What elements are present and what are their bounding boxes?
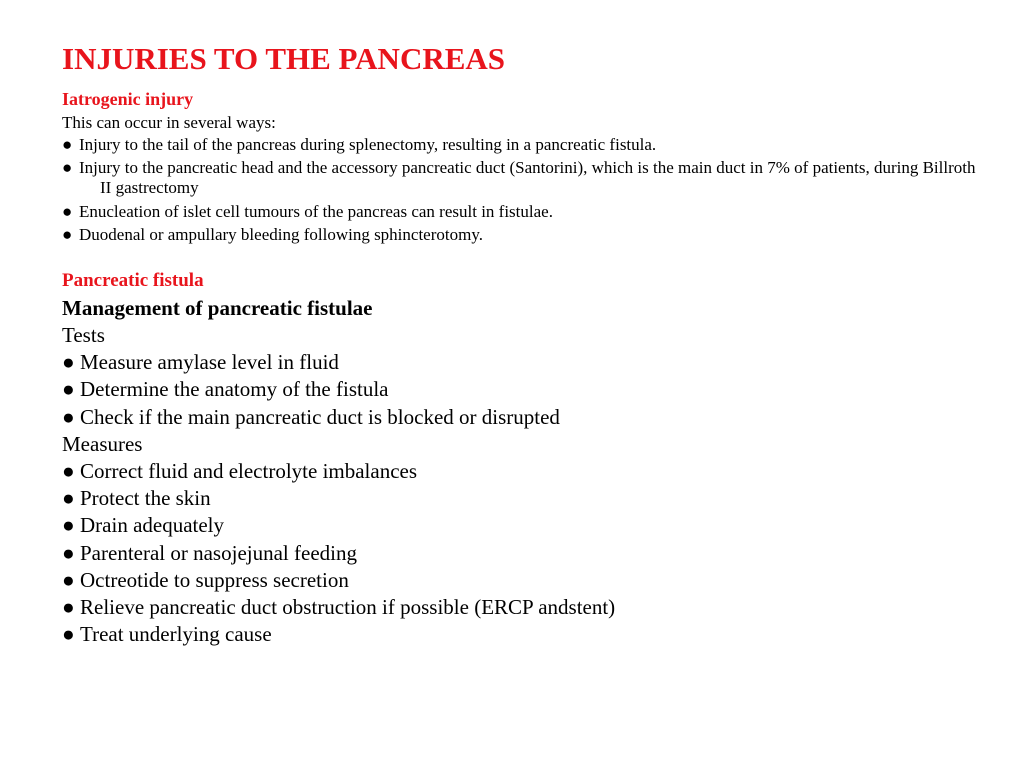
- list-item-text: Protect the skin: [80, 486, 211, 511]
- bullet-icon: ●: [62, 377, 75, 402]
- list-item-text: Treat underlying cause: [80, 622, 272, 647]
- list-item: [62, 158, 980, 198]
- bullet-icon: ●: [62, 201, 73, 221]
- list-item: [62, 567, 962, 594]
- list-item: [62, 458, 962, 485]
- tests-label: Tests: [62, 323, 105, 347]
- list-item: [62, 135, 980, 155]
- list-item: [62, 404, 962, 431]
- iatrogenic-intro: This can occur in several ways:: [62, 113, 276, 132]
- list-item-text: Relieve pancreatic duct obstruction if possible (ERCP andstent): [80, 595, 616, 620]
- bullet-icon: ●: [62, 513, 75, 538]
- page-title: INJURIES TO THE PANCREAS: [62, 41, 506, 76]
- list-item: [62, 512, 962, 539]
- fistula-section: [62, 268, 962, 648]
- measures-label: Measures: [62, 431, 143, 456]
- list-item-text: Correct fluid and electrolyte imbalances: [80, 459, 418, 484]
- iatrogenic-heading: Iatrogenic injury: [62, 89, 194, 109]
- slide: [62, 38, 976, 648]
- iatrogenic-section: [62, 87, 976, 245]
- bullet-icon: ●: [62, 486, 75, 511]
- bullet-icon: ●: [62, 595, 75, 620]
- bullet-icon: ●: [62, 134, 73, 154]
- bullet-icon: ●: [62, 404, 75, 429]
- list-item-text: Determine the anatomy of the fistula: [80, 377, 389, 402]
- list-item-text: Injury to the pancreatic head and the accessory pancreatic duct (Santorini), which is the main duct in 7% of patients, during Billroth II gastrectomy: [79, 158, 976, 197]
- list-item: [62, 540, 962, 567]
- fistula-heading: Pancreatic fistula: [62, 270, 204, 291]
- list-item-text: Drain adequately: [80, 513, 225, 538]
- bullet-icon: ●: [62, 350, 75, 375]
- list-item-text: Measure amylase level in fluid: [80, 350, 339, 375]
- list-item-text: Octreotide to suppress secretion: [80, 567, 349, 592]
- list-item: [62, 225, 980, 245]
- bullet-icon: ●: [62, 158, 73, 177]
- list-item-text: Enucleation of islet cell tumours of the pancreas can result in fistulae.: [79, 201, 553, 221]
- list-item-text: Parenteral or nasojejunal feeding: [80, 540, 357, 565]
- list-item: [62, 485, 962, 512]
- bullet-icon: ●: [62, 225, 73, 244]
- bullet-icon: ●: [62, 459, 75, 484]
- list-item-text: Duodenal or ampullary bleeding following sphincterotomy.: [79, 225, 483, 244]
- list-item-text: Injury to the tail of the pancreas during splenectomy, resulting in a pancreatic fistula.: [79, 134, 657, 154]
- list-item: [62, 594, 962, 621]
- bullet-icon: ●: [62, 567, 75, 592]
- list-item-text: Check if the main pancreatic duct is blocked or disrupted: [80, 404, 560, 429]
- list-item: [62, 621, 962, 648]
- list-item: [62, 376, 962, 403]
- list-item: [62, 349, 962, 376]
- list-item: [62, 202, 980, 222]
- bullet-icon: ●: [62, 540, 75, 565]
- management-heading: Management of pancreatic fistulae: [62, 296, 373, 320]
- bullet-icon: ●: [62, 622, 75, 647]
